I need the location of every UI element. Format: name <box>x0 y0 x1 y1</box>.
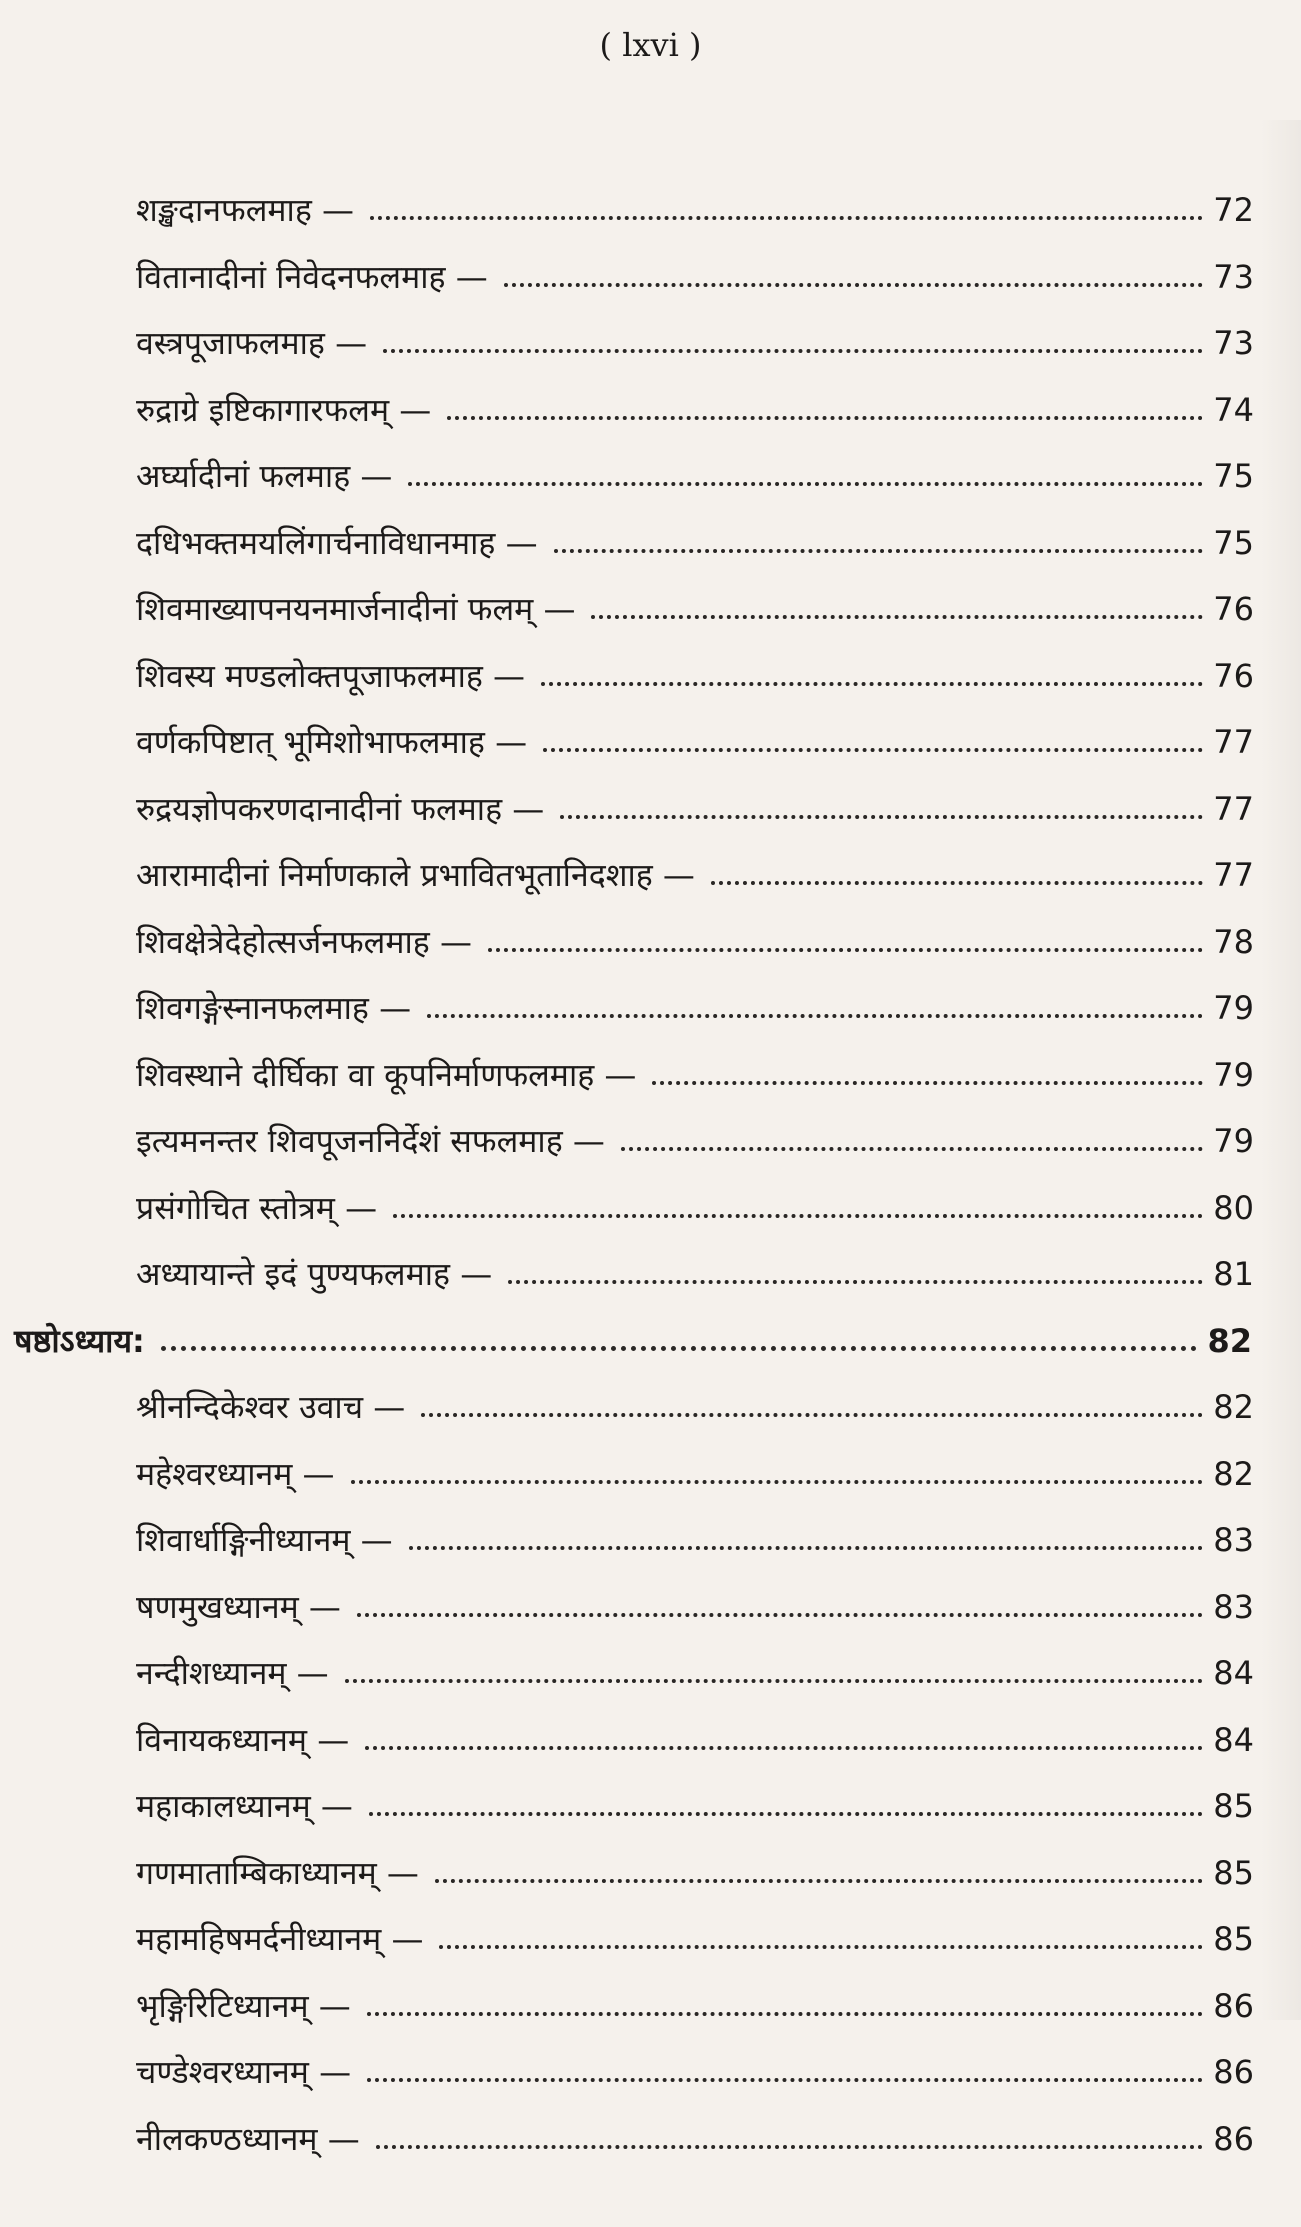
entry-page-number: 79 <box>1213 989 1254 1027</box>
entry-page-number: 86 <box>1213 2053 1254 2091</box>
toc-entry-row <box>136 626 1254 695</box>
toc-entry-row <box>136 825 1254 894</box>
toc-entry-row <box>136 958 1254 1027</box>
entry-page-number: 83 <box>1213 1588 1254 1626</box>
toc-entry-row <box>136 293 1254 362</box>
toc-entry-row <box>136 1690 1254 1759</box>
toc-entry-row <box>136 493 1254 562</box>
dot-leader <box>711 881 1203 885</box>
entry-title: महाकालध्यानम् — <box>136 1787 353 1825</box>
toc-entry-row <box>136 1557 1254 1626</box>
entry-title: महेश्वरध्यानम् — <box>136 1455 335 1493</box>
dot-leader <box>421 1413 1203 1417</box>
entry-page-number: 85 <box>1213 1920 1254 1958</box>
entry-title: चण्डेश्वरध्यानम् — <box>136 2053 352 2091</box>
entry-page-number: 82 <box>1213 1455 1254 1493</box>
entry-title: शिवमाख्यापनयनमार्जनादीनां फलम् — <box>136 590 576 628</box>
toc-entry-row <box>136 426 1254 495</box>
toc-entry-row <box>136 1823 1254 1892</box>
entry-title: वस्त्रपूजाफलमाह — <box>136 324 368 362</box>
entry-page-number: 74 <box>1213 391 1254 429</box>
toc-entry-row <box>136 1091 1254 1160</box>
dot-leader <box>161 1346 1198 1351</box>
entry-title: शिवगङ्गेस्नानफलमाह — <box>136 989 412 1027</box>
entry-page-number: 84 <box>1213 1721 1254 1759</box>
entry-title: गणमाताम्बिकाध्यानम् — <box>136 1854 419 1892</box>
toc-entry-row <box>136 1490 1254 1559</box>
toc-entry-row <box>136 759 1254 828</box>
bleed-through-shadow <box>1261 120 1301 2020</box>
dot-leader <box>365 1746 1203 1750</box>
toc-entry-row <box>136 892 1254 961</box>
entry-title: शिवार्धाङ्गिनीध्यानम् — <box>136 1521 393 1559</box>
entry-page-number: 79 <box>1213 1122 1254 1160</box>
entry-title: आरामादीनां निर्माणकाले प्रभावितभूतानिदशाह — <box>136 856 695 894</box>
entry-page-number: 77 <box>1213 723 1254 761</box>
dot-leader <box>370 216 1203 220</box>
entry-page-number: 82 <box>1207 1322 1252 1360</box>
entry-page-number: 84 <box>1213 1654 1254 1692</box>
chapter-heading-row <box>14 1291 1252 1360</box>
page-number: ( lxvi ) <box>599 26 702 64</box>
toc-entry-row <box>136 1224 1254 1293</box>
entry-page-number: 76 <box>1213 590 1254 628</box>
dot-leader <box>543 748 1203 752</box>
toc-entry-row <box>136 1025 1254 1094</box>
toc-entry-row <box>136 1357 1254 1426</box>
entry-page-number: 77 <box>1213 856 1254 894</box>
dot-leader <box>504 283 1204 287</box>
toc-entry-row <box>136 692 1254 761</box>
toc-entry-row <box>136 2089 1254 2158</box>
dot-leader <box>345 1679 1204 1683</box>
entry-page-number: 79 <box>1213 1056 1254 1094</box>
entry-page-number: 77 <box>1213 790 1254 828</box>
entry-page-number: 85 <box>1213 1854 1254 1892</box>
dot-leader <box>367 2012 1204 2016</box>
entry-title: शङ्खदानफलमाह — <box>136 191 355 229</box>
toc-entry-row <box>136 1756 1254 1825</box>
dot-leader <box>393 1214 1203 1218</box>
dot-leader <box>357 1613 1203 1617</box>
entry-page-number: 80 <box>1213 1189 1254 1227</box>
entry-page-number: 73 <box>1213 258 1254 296</box>
dot-leader <box>439 1945 1203 1949</box>
entry-title: षणमुखध्यानम् — <box>136 1588 341 1626</box>
entry-title: रुद्रयज्ञोपकरणदानादीनां फलमाह — <box>136 790 545 828</box>
toc-entry-row <box>136 559 1254 628</box>
entry-page-number: 73 <box>1213 324 1254 362</box>
dot-leader <box>427 1014 1203 1018</box>
entry-page-number: 75 <box>1213 524 1254 562</box>
entry-page-number: 86 <box>1213 1987 1254 2025</box>
dot-leader <box>621 1147 1203 1151</box>
dot-leader <box>560 815 1203 819</box>
entry-page-number: 72 <box>1213 191 1254 229</box>
entry-page-number: 76 <box>1213 657 1254 695</box>
entry-title: रुद्राग्रे इष्टिकागारफलम् — <box>136 391 432 429</box>
dot-leader <box>488 948 1203 952</box>
entry-page-number: 78 <box>1213 923 1254 961</box>
toc-entry-row <box>136 160 1254 229</box>
entry-title: अध्यायान्ते इदं पुण्यफलमाह — <box>136 1255 493 1293</box>
entry-title: वर्णकपिष्टात् भूमिशोभाफलमाह — <box>136 723 528 761</box>
toc-entry-row <box>136 2022 1254 2091</box>
toc-entry-row <box>136 1424 1254 1493</box>
entry-page-number: 81 <box>1213 1255 1254 1293</box>
entry-page-number: 82 <box>1213 1388 1254 1426</box>
entry-title: प्रसंगोचित स्तोत्रम् — <box>136 1189 378 1227</box>
dot-leader <box>367 2078 1203 2082</box>
dot-leader <box>508 1280 1203 1284</box>
dot-leader <box>408 482 1203 486</box>
dot-leader <box>409 1546 1204 1550</box>
chapter-title: षष्ठोऽध्याय: <box>14 1322 145 1360</box>
entry-page-number: 86 <box>1213 2120 1254 2158</box>
dot-leader <box>383 349 1203 353</box>
entry-title: शिवस्य मण्डलोक्तपूजाफलमाह — <box>136 657 526 695</box>
toc-entry-row <box>136 1956 1254 2025</box>
toc-entry-row <box>136 1889 1254 1958</box>
dot-leader <box>554 549 1204 553</box>
dot-leader <box>369 1812 1203 1816</box>
toc-entry-row <box>136 227 1254 296</box>
entry-title: वितानादीनां निवेदनफलमाह — <box>136 258 488 296</box>
entry-title: श्रीनन्दिकेश्वर उवाच — <box>136 1388 406 1426</box>
entry-title: महामहिषमर्दनीध्यानम् — <box>136 1920 424 1958</box>
dot-leader <box>435 1879 1203 1883</box>
toc-entry-row <box>136 1623 1254 1692</box>
entry-title: भृङ्गिरिटिध्यानम् — <box>136 1987 351 2025</box>
entry-page-number: 75 <box>1213 457 1254 495</box>
entry-title: अर्घ्यादीनां फलमाह — <box>136 457 393 495</box>
dot-leader <box>591 615 1203 619</box>
dot-leader <box>447 416 1203 420</box>
toc-entry-row <box>136 1158 1254 1227</box>
dot-leader <box>652 1081 1203 1085</box>
dot-leader <box>351 1480 1204 1484</box>
entry-page-number: 83 <box>1213 1521 1254 1559</box>
dot-leader <box>376 2145 1204 2149</box>
entry-title: शिवक्षेत्रेदेहोत्सर्जनफलमाह — <box>136 923 472 961</box>
entry-title: नीलकण्ठध्यानम् — <box>136 2120 360 2158</box>
entry-title: विनायकध्यानम् — <box>136 1721 350 1759</box>
entry-title: दधिभक्तमयलिंगार्चनाविधानमाह — <box>136 524 538 562</box>
entry-title: नन्दीशध्यानम् — <box>136 1654 329 1692</box>
entry-title: शिवस्थाने दीर्घिका वा कूपनिर्माणफलमाह — <box>136 1056 637 1094</box>
dot-leader <box>541 682 1203 686</box>
entry-title: इत्यमनन्तर शिवपूजननिर्देशं सफलमाह — <box>136 1122 605 1160</box>
entry-page-number: 85 <box>1213 1787 1254 1825</box>
toc-entry-row <box>136 360 1254 429</box>
